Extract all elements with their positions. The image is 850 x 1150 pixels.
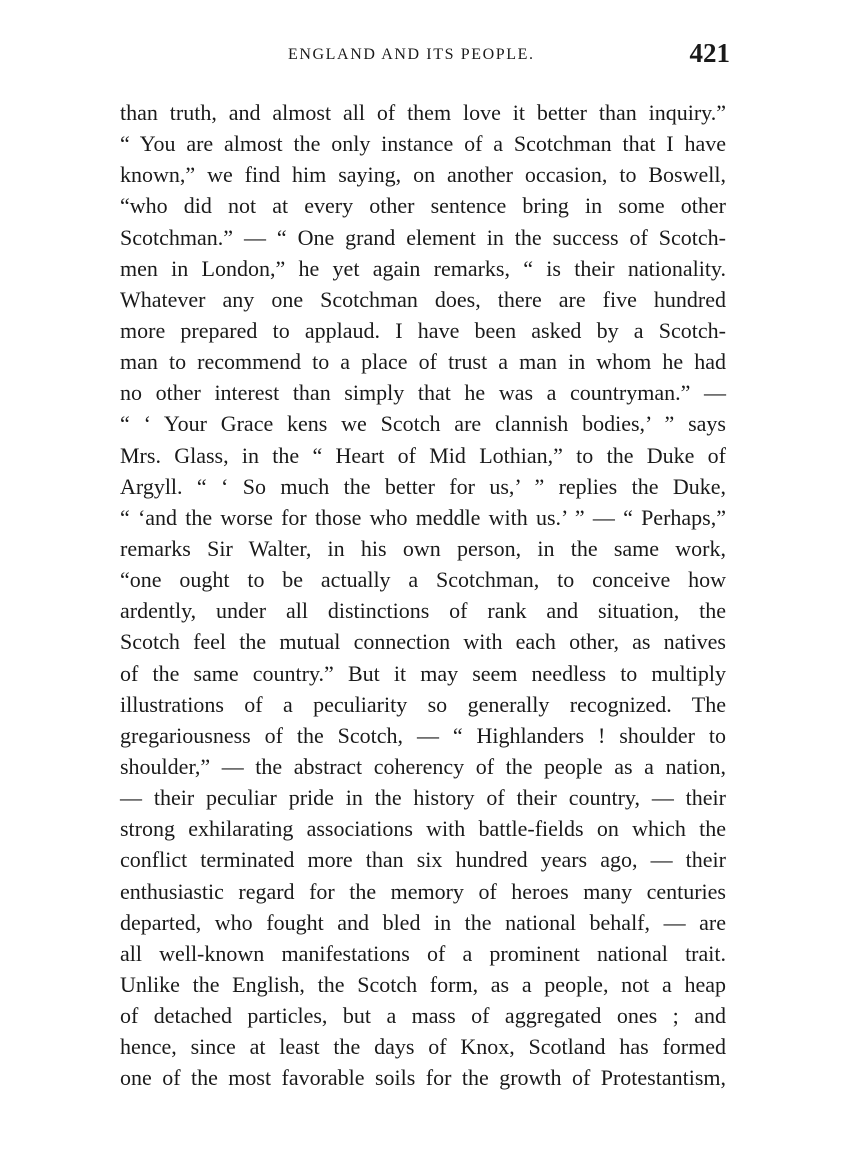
text-line: “ ‘ Your Grace kens we Scotch are clannish bodies,’ ” says bbox=[120, 411, 726, 437]
text-line: than truth, and almost all of them love it better than inquiry.” bbox=[120, 100, 726, 125]
text-line: Scotchman.” — “ One grand element in the success of Scotch- bbox=[120, 224, 726, 250]
text-line: illustrations of a peculiarity so generally recognized. The bbox=[120, 691, 726, 717]
text-line: Unlike the English, the Scotch form, as a people, not a heap bbox=[120, 971, 726, 997]
text-line: Whatever any one Scotchman does, there are five hundred bbox=[120, 286, 726, 312]
running-head bbox=[120, 40, 730, 80]
text-line: man to recommend to a place of trust a man in whom he had bbox=[120, 349, 726, 375]
text-line: all well-known manifestations of a prominent national trait. bbox=[120, 940, 726, 966]
text-line: gregariousness of the Scotch, — “ Highlanders ! shoulder to bbox=[120, 722, 726, 748]
text-line: men in London,” he yet again remarks, “ is their nationality. bbox=[120, 255, 726, 281]
page-number: 421 bbox=[689, 38, 730, 68]
text-line: — their peculiar pride in the history of their country, — their bbox=[120, 785, 726, 811]
text-line: of the same country.” But it may seem needless to multiply bbox=[120, 660, 726, 686]
body-text bbox=[120, 97, 726, 1094]
text-line: of detached particles, but a mass of aggregated ones ; and bbox=[120, 1003, 726, 1029]
text-line: conflict terminated more than six hundred years ago, — their bbox=[120, 847, 726, 873]
text-line: “ ‘and the worse for those who meddle with us.’ ” — “ Perhaps,” bbox=[120, 504, 726, 530]
text-line: known,” we find him saying, on another occasion, to Boswell, bbox=[120, 162, 726, 188]
text-line: Scotch feel the mutual connection with each other, as natives bbox=[120, 629, 726, 655]
text-line: “ You are almost the only instance of a Scotchman that I have bbox=[120, 131, 726, 157]
text-line: more prepared to applaud. I have been asked by a Scotch- bbox=[120, 317, 726, 343]
text-line: strong exhilarating associations with battle-fields on which the bbox=[120, 816, 726, 842]
text-line: “one ought to be actually a Scotchman, to conceive how bbox=[120, 567, 726, 593]
text-line: remarks Sir Walter, in his own person, in the same work, bbox=[120, 535, 726, 561]
text-line: one of the most favorable soils for the growth of Protestantism, bbox=[120, 1065, 726, 1091]
text-line: no other interest than simply that he was a countryman.” — bbox=[120, 380, 726, 406]
text-line: Argyll. “ ‘ So much the better for us,’ ” replies the Duke, bbox=[120, 473, 726, 499]
text-line: Mrs. Glass, in the “ Heart of Mid Lothian,” to the Duke of bbox=[120, 442, 726, 468]
text-line: hence, since at least the days of Knox, Scotland has formed bbox=[120, 1034, 726, 1060]
running-title: ENGLAND AND ITS PEOPLE. bbox=[288, 46, 535, 63]
text-line: shoulder,” — the abstract coherency of the people as a nation, bbox=[120, 753, 726, 779]
text-line: ardently, under all distinctions of rank and situation, the bbox=[120, 598, 726, 624]
text-line: “who did not at every other sentence bring in some other bbox=[120, 193, 726, 219]
text-line: departed, who fought and bled in the national behalf, — are bbox=[120, 909, 726, 935]
text-line: enthusiastic regard for the memory of heroes many centuries bbox=[120, 878, 726, 904]
